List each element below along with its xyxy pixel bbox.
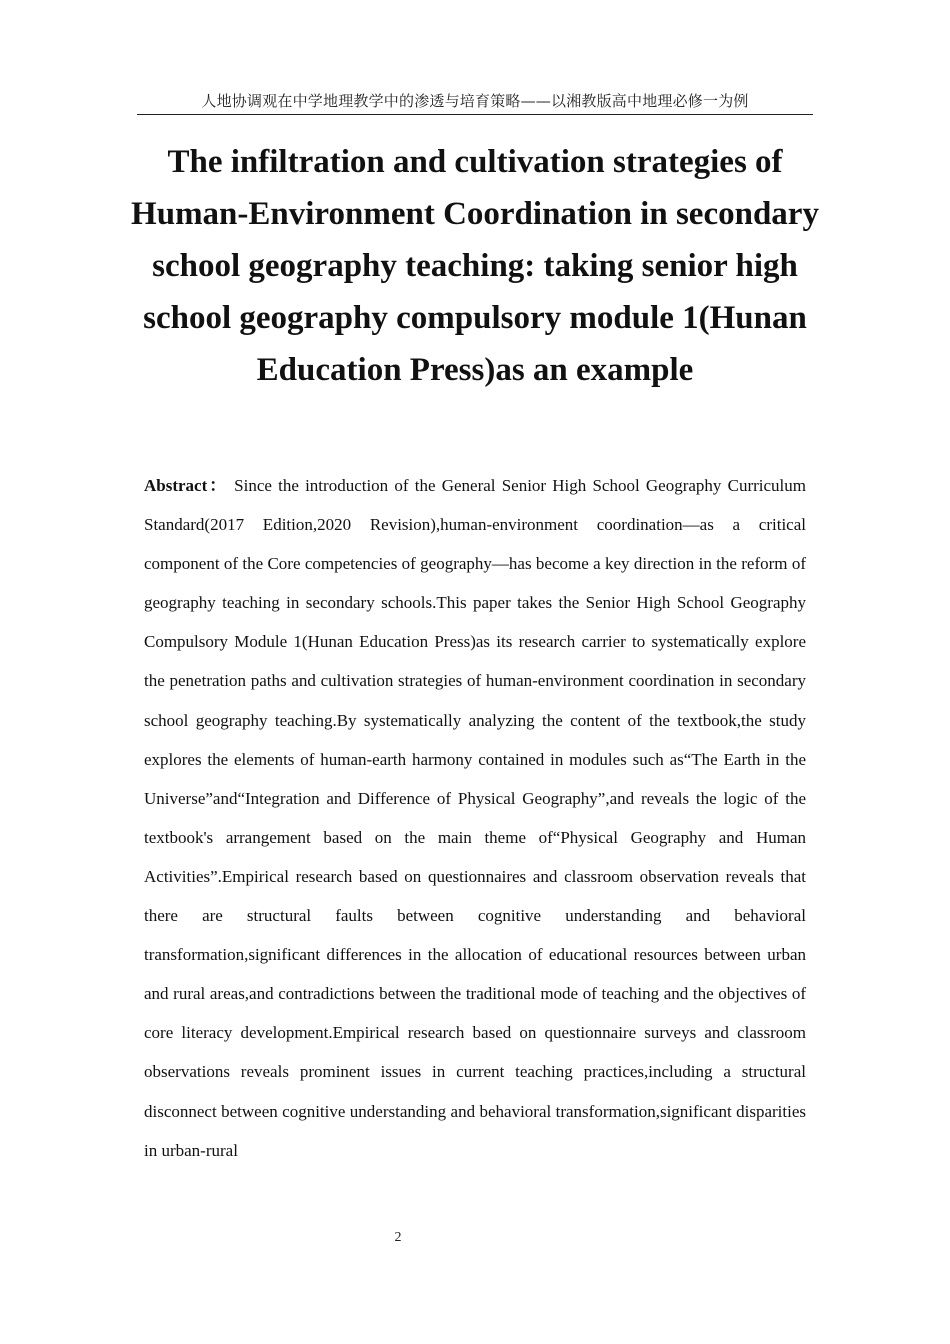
header-rule — [137, 114, 813, 115]
abstract-text: Since the introduction of the General Senior High School Geography Curriculum Standard(2017 Edition,2020 Revision),human-environment coordination—as a critical component of the Core competencies of geography—has become a key direction in the reform of geography teaching in secondary schools.This paper takes the Senior High School Geography Compulsory Module 1(Hunan Education Press)as its research carrier to systematically explore the penetration paths and cultivation strategies of human-environment coordination in secondary school geography teaching.By systematically analyzing the content of the textbook,the study explores the elements of human-earth harmony contained in modules such as“The Earth in the Universe”and“Integration and Difference of Physical Geography”,and reveals the logic of the textbook's arrangement based on the main theme of“Physical Geography and Human Activities”.Empirical research based on questionnaires and classroom observation reveals that there are structural faults between cognitive understanding and behavioral transformation,significant differences in the allocation of educational resources between urban and rural areas,and contradictions between the traditional mode of teaching and the objectives of core literacy development.Empirical research based on questionnaire surveys and classroom observations reveals prominent issues in current teaching practices,including a structural disconnect between cognitive understanding and behavioral transformation,significant disparities in urban-rural — [144, 476, 806, 1160]
abstract-paragraph — [144, 466, 806, 1170]
running-header: 人地协调观在中学地理教学中的渗透与培育策略——以湘教版高中地理必修一为例 — [201, 92, 749, 110]
abstract-label: Abstract： — [144, 476, 229, 495]
page-number: 2 — [394, 1230, 402, 1245]
paper-title: The infiltration and cultivation strategies of Human-Environment Coordination in secondary school geography teaching: taking senior high school geography compulsory module 1(Hunan Education Press)as an example — [131, 144, 819, 388]
